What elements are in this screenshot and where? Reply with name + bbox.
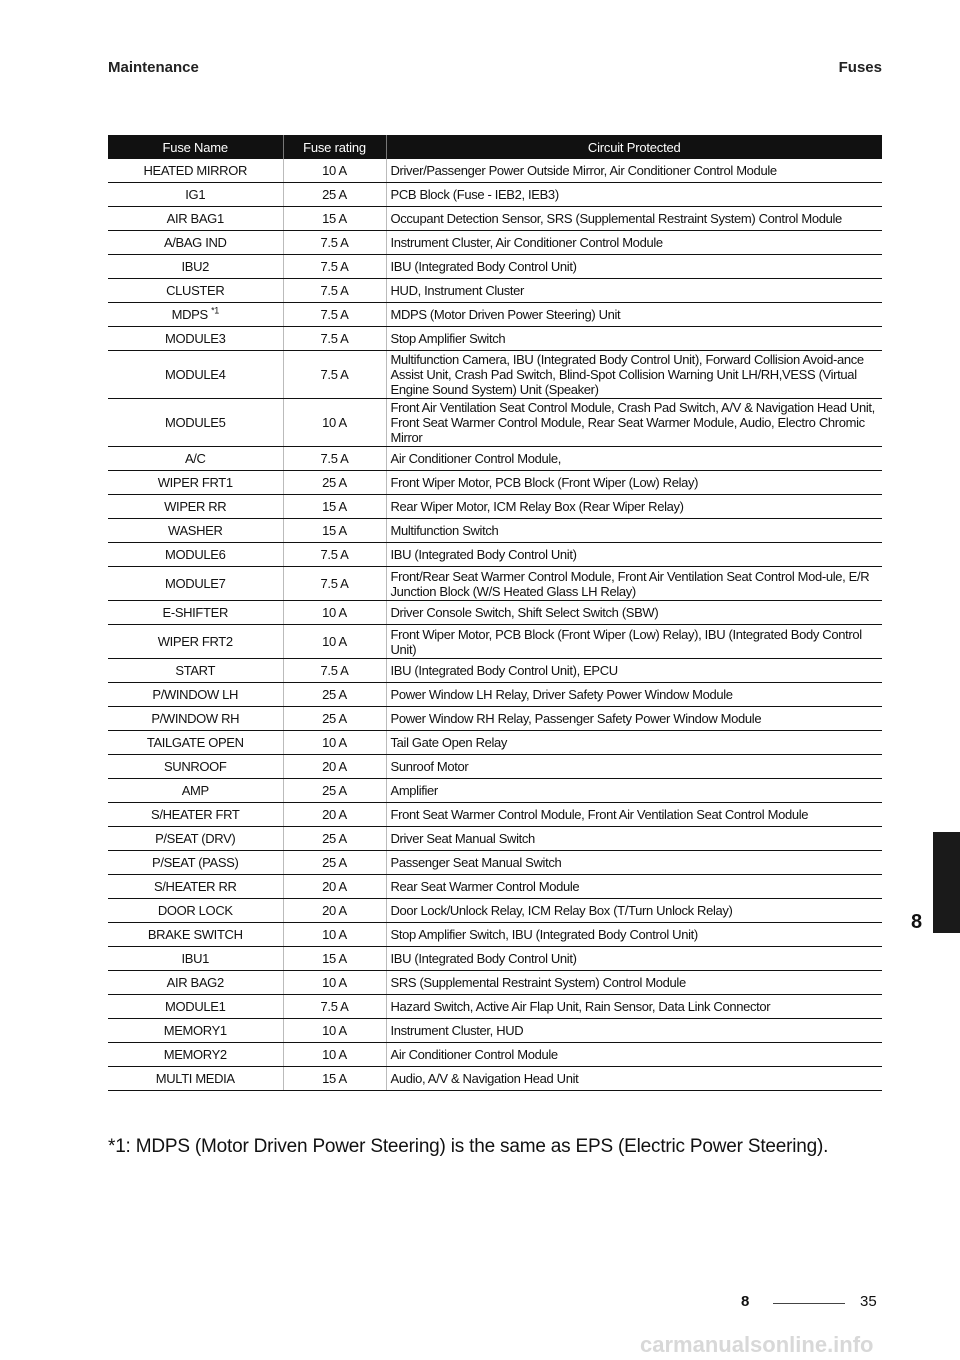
fuse-table-header-row bbox=[108, 135, 882, 159]
fuse-rating: 25 A bbox=[283, 827, 386, 851]
circuit-protected: IBU (Integrated Body Control Unit), EPCU bbox=[386, 659, 882, 683]
fuse-name-cell bbox=[108, 231, 283, 255]
fuse-name-cell bbox=[108, 947, 283, 971]
fuse-name: MDPS bbox=[171, 307, 208, 322]
fuse-name: S/HEATER FRT bbox=[151, 807, 240, 822]
fuse-rating: 10 A bbox=[283, 159, 386, 183]
circuit-protected: Front Wiper Motor, PCB Block (Front Wiper (Low) Relay), IBU (Integrated Body Control Unit) bbox=[386, 625, 882, 659]
column-header-fuse-rating: Fuse rating bbox=[283, 135, 386, 159]
fuse-rating: 7.5 A bbox=[283, 279, 386, 303]
fuse-rating: 15 A bbox=[283, 495, 386, 519]
fuse-name-cell bbox=[108, 159, 283, 183]
fuse-rating: 7.5 A bbox=[283, 231, 386, 255]
circuit-protected: Air Conditioner Control Module, bbox=[386, 447, 882, 471]
fuse-name-cell bbox=[108, 899, 283, 923]
fuse-name-cell bbox=[108, 1043, 283, 1067]
fuse-name-cell bbox=[108, 543, 283, 567]
circuit-protected: IBU (Integrated Body Control Unit) bbox=[386, 255, 882, 279]
fuse-name-cell bbox=[108, 683, 283, 707]
fuse-rating: 7.5 A bbox=[283, 567, 386, 601]
fuse-rating: 20 A bbox=[283, 755, 386, 779]
circuit-protected: Passenger Seat Manual Switch bbox=[386, 851, 882, 875]
fuse-name: P/WINDOW LH bbox=[152, 687, 239, 702]
table-row bbox=[108, 303, 882, 327]
circuit-protected: Driver/Passenger Power Outside Mirror, Air Conditioner Control Module bbox=[386, 159, 882, 183]
footer-divider bbox=[773, 1303, 845, 1304]
fuse-name-cell bbox=[108, 625, 283, 659]
fuse-name: MODULE6 bbox=[165, 547, 226, 562]
table-row bbox=[108, 827, 882, 851]
table-row bbox=[108, 543, 882, 567]
table-row bbox=[108, 327, 882, 351]
table-row bbox=[108, 1019, 882, 1043]
table-row bbox=[108, 625, 882, 659]
fuse-rating: 25 A bbox=[283, 779, 386, 803]
fuse-name-cell bbox=[108, 399, 283, 447]
table-row bbox=[108, 351, 882, 399]
fuse-name: TAILGATE OPEN bbox=[146, 735, 244, 750]
fuse-name: BRAKE SWITCH bbox=[147, 927, 243, 942]
table-row bbox=[108, 995, 882, 1019]
fuse-name: MULTI MEDIA bbox=[155, 1071, 235, 1086]
fuse-name-cell bbox=[108, 447, 283, 471]
circuit-protected: Stop Amplifier Switch bbox=[386, 327, 882, 351]
fuse-name: E-SHIFTER bbox=[162, 605, 228, 620]
table-row bbox=[108, 231, 882, 255]
fuse-name-cell bbox=[108, 327, 283, 351]
fuse-name: MEMORY1 bbox=[163, 1023, 227, 1038]
table-row bbox=[108, 399, 882, 447]
circuit-protected: Multifunction Switch bbox=[386, 519, 882, 543]
fuse-name-cell bbox=[108, 471, 283, 495]
table-row bbox=[108, 183, 882, 207]
table-row bbox=[108, 279, 882, 303]
circuit-protected: Sunroof Motor bbox=[386, 755, 882, 779]
fuse-name-cell bbox=[108, 207, 283, 231]
header-topic-title: Fuses bbox=[838, 59, 882, 76]
footnote: *1: MDPS (Motor Driven Power Steering) is the same as EPS (Electric Power Steering). bbox=[108, 1136, 829, 1157]
fuse-rating: 25 A bbox=[283, 183, 386, 207]
fuse-rating: 7.5 A bbox=[283, 659, 386, 683]
circuit-protected: Rear Wiper Motor, ICM Relay Box (Rear Wiper Relay) bbox=[386, 495, 882, 519]
fuse-rating: 15 A bbox=[283, 1067, 386, 1091]
fuse-name-cell bbox=[108, 995, 283, 1019]
column-header-circuit-protected: Circuit Protected bbox=[386, 135, 882, 159]
footer-page-number: 35 bbox=[860, 1293, 877, 1310]
table-row bbox=[108, 471, 882, 495]
fuse-name: WASHER bbox=[168, 523, 223, 538]
table-row bbox=[108, 1067, 882, 1091]
circuit-protected: Tail Gate Open Relay bbox=[386, 731, 882, 755]
fuse-rating: 7.5 A bbox=[283, 255, 386, 279]
fuse-rating: 7.5 A bbox=[283, 303, 386, 327]
fuse-name-cell bbox=[108, 303, 283, 327]
table-row bbox=[108, 875, 882, 899]
header-section-title: Maintenance bbox=[108, 59, 199, 76]
circuit-protected: IBU (Integrated Body Control Unit) bbox=[386, 947, 882, 971]
fuse-name-cell bbox=[108, 519, 283, 543]
fuse-rating: 7.5 A bbox=[283, 447, 386, 471]
fuse-name: P/SEAT (DRV) bbox=[155, 831, 236, 846]
table-row bbox=[108, 899, 882, 923]
fuse-name: P/SEAT (PASS) bbox=[152, 855, 239, 870]
table-row bbox=[108, 803, 882, 827]
table-row bbox=[108, 923, 882, 947]
fuse-rating: 20 A bbox=[283, 803, 386, 827]
fuse-name: AMP bbox=[181, 783, 209, 798]
fuse-name-cell bbox=[108, 1019, 283, 1043]
fuse-rating: 7.5 A bbox=[283, 327, 386, 351]
fuse-rating: 25 A bbox=[283, 851, 386, 875]
fuse-rating: 20 A bbox=[283, 875, 386, 899]
fuse-name: A/C bbox=[184, 451, 206, 466]
fuse-name: AIR BAG1 bbox=[166, 211, 224, 226]
fuse-name: IG1 bbox=[185, 187, 206, 202]
fuse-name-cell bbox=[108, 755, 283, 779]
fuse-name: MODULE4 bbox=[165, 367, 226, 382]
fuse-rating: 10 A bbox=[283, 971, 386, 995]
table-row bbox=[108, 1043, 882, 1067]
fuse-name: P/WINDOW RH bbox=[151, 711, 240, 726]
fuse-name-cell bbox=[108, 971, 283, 995]
table-row bbox=[108, 207, 882, 231]
table-row bbox=[108, 255, 882, 279]
watermark: carmanualsonline.info bbox=[640, 1332, 874, 1357]
fuse-name: DOOR LOCK bbox=[157, 903, 233, 918]
table-row bbox=[108, 947, 882, 971]
table-row bbox=[108, 683, 882, 707]
fuse-table bbox=[108, 135, 882, 1091]
fuse-name-cell bbox=[108, 495, 283, 519]
footnote-marker: *1 bbox=[211, 305, 219, 316]
fuse-rating: 15 A bbox=[283, 519, 386, 543]
circuit-protected: Power Window RH Relay, Passenger Safety Power Window Module bbox=[386, 707, 882, 731]
circuit-protected: Front/Rear Seat Warmer Control Module, Front Air Ventilation Seat Control Mod-ule, E/R Junction Block (W/S Heated Glass LH Relay) bbox=[386, 567, 882, 601]
fuse-rating: 25 A bbox=[283, 707, 386, 731]
fuse-name: MODULE7 bbox=[165, 576, 226, 591]
fuse-name-cell bbox=[108, 279, 283, 303]
circuit-protected: Rear Seat Warmer Control Module bbox=[386, 875, 882, 899]
fuse-rating: 15 A bbox=[283, 207, 386, 231]
circuit-protected: Door Lock/Unlock Relay, ICM Relay Box (T/Turn Unlock Relay) bbox=[386, 899, 882, 923]
table-row bbox=[108, 971, 882, 995]
fuse-name: MEMORY2 bbox=[163, 1047, 227, 1062]
circuit-protected: Multifunction Camera, IBU (Integrated Body Control Unit), Forward Collision Avoid-ance Assist Unit, Crash Pad Switch, Blind-Spot Collision Warning Unit LH/RH,VESS (Virtual Engine Sound System) Unit (Speaker) bbox=[386, 351, 882, 399]
table-row bbox=[108, 707, 882, 731]
chapter-tab-number: 8 bbox=[911, 911, 923, 933]
fuse-name: WIPER FRT2 bbox=[157, 634, 233, 649]
fuse-name-cell bbox=[108, 923, 283, 947]
fuse-name-cell bbox=[108, 731, 283, 755]
fuse-rating: 10 A bbox=[283, 399, 386, 447]
fuse-name-cell bbox=[108, 183, 283, 207]
table-row bbox=[108, 851, 882, 875]
table-row bbox=[108, 659, 882, 683]
fuse-name-cell bbox=[108, 803, 283, 827]
circuit-protected: HUD, Instrument Cluster bbox=[386, 279, 882, 303]
fuse-name-cell bbox=[108, 351, 283, 399]
fuse-name: AIR BAG2 bbox=[166, 975, 224, 990]
circuit-protected: PCB Block (Fuse - IEB2, IEB3) bbox=[386, 183, 882, 207]
table-row bbox=[108, 601, 882, 625]
fuse-name: SUNROOF bbox=[163, 759, 227, 774]
circuit-protected: Occupant Detection Sensor, SRS (Supplemental Restraint System) Control Module bbox=[386, 207, 882, 231]
chapter-tab-marker bbox=[933, 832, 960, 933]
fuse-name: CLUSTER bbox=[166, 283, 225, 298]
fuse-rating: 20 A bbox=[283, 899, 386, 923]
fuse-rating: 10 A bbox=[283, 1043, 386, 1067]
table-row bbox=[108, 755, 882, 779]
fuse-name-cell bbox=[108, 659, 283, 683]
fuse-rating: 7.5 A bbox=[283, 995, 386, 1019]
circuit-protected: MDPS (Motor Driven Power Steering) Unit bbox=[386, 303, 882, 327]
fuse-name-cell bbox=[108, 567, 283, 601]
table-row bbox=[108, 779, 882, 803]
circuit-protected: IBU (Integrated Body Control Unit) bbox=[386, 543, 882, 567]
column-header-fuse-name: Fuse Name bbox=[108, 135, 283, 159]
circuit-protected: SRS (Supplemental Restraint System) Control Module bbox=[386, 971, 882, 995]
fuse-name: MODULE3 bbox=[165, 331, 226, 346]
fuse-name: IBU1 bbox=[181, 951, 209, 966]
fuse-name-cell bbox=[108, 707, 283, 731]
fuse-rating: 25 A bbox=[283, 683, 386, 707]
table-row bbox=[108, 495, 882, 519]
fuse-name-cell bbox=[108, 875, 283, 899]
fuse-rating: 15 A bbox=[283, 947, 386, 971]
fuse-name: START bbox=[175, 663, 216, 678]
circuit-protected: Front Wiper Motor, PCB Block (Front Wiper (Low) Relay) bbox=[386, 471, 882, 495]
fuse-name-cell bbox=[108, 779, 283, 803]
circuit-protected: Instrument Cluster, Air Conditioner Control Module bbox=[386, 231, 882, 255]
fuse-name: MODULE1 bbox=[165, 999, 226, 1014]
table-row bbox=[108, 731, 882, 755]
circuit-protected: Driver Console Switch, Shift Select Switch (SBW) bbox=[386, 601, 882, 625]
fuse-name: MODULE5 bbox=[165, 415, 226, 430]
fuse-name-cell bbox=[108, 601, 283, 625]
fuse-rating: 10 A bbox=[283, 601, 386, 625]
fuse-name: S/HEATER RR bbox=[153, 879, 237, 894]
circuit-protected: Stop Amplifier Switch, IBU (Integrated Body Control Unit) bbox=[386, 923, 882, 947]
fuse-rating: 25 A bbox=[283, 471, 386, 495]
fuse-name: HEATED MIRROR bbox=[143, 163, 248, 178]
fuse-rating: 7.5 A bbox=[283, 351, 386, 399]
circuit-protected: Audio, A/V & Navigation Head Unit bbox=[386, 1067, 882, 1091]
fuse-name-cell bbox=[108, 1067, 283, 1091]
fuse-name: WIPER RR bbox=[164, 499, 227, 514]
footer-section-number: 8 bbox=[741, 1293, 750, 1310]
fuse-name: IBU2 bbox=[181, 259, 209, 274]
fuse-name-cell bbox=[108, 827, 283, 851]
fuse-rating: 10 A bbox=[283, 731, 386, 755]
circuit-protected: Driver Seat Manual Switch bbox=[386, 827, 882, 851]
fuse-name: WIPER FRT1 bbox=[157, 475, 233, 490]
table-row bbox=[108, 519, 882, 543]
fuse-name-cell bbox=[108, 851, 283, 875]
fuse-rating: 10 A bbox=[283, 1019, 386, 1043]
circuit-protected: Power Window LH Relay, Driver Safety Power Window Module bbox=[386, 683, 882, 707]
circuit-protected: Hazard Switch, Active Air Flap Unit, Rain Sensor, Data Link Connector bbox=[386, 995, 882, 1019]
circuit-protected: Air Conditioner Control Module bbox=[386, 1043, 882, 1067]
fuse-table-body bbox=[108, 159, 882, 1091]
table-row bbox=[108, 567, 882, 601]
fuse-rating: 10 A bbox=[283, 923, 386, 947]
circuit-protected: Instrument Cluster, HUD bbox=[386, 1019, 882, 1043]
fuse-rating: 10 A bbox=[283, 625, 386, 659]
fuse-rating: 7.5 A bbox=[283, 543, 386, 567]
circuit-protected: Front Air Ventilation Seat Control Module, Crash Pad Switch, A/V & Navigation Head Unit, Front Seat Warmer Control Module, Rear Seat Warmer Module, Audio, Electro Chromic Mirror bbox=[386, 399, 882, 447]
table-row bbox=[108, 159, 882, 183]
table-row bbox=[108, 447, 882, 471]
fuse-name-cell bbox=[108, 255, 283, 279]
fuse-name: A/BAG IND bbox=[163, 235, 227, 250]
circuit-protected: Front Seat Warmer Control Module, Front Air Ventilation Seat Control Module bbox=[386, 803, 882, 827]
circuit-protected: Amplifier bbox=[386, 779, 882, 803]
